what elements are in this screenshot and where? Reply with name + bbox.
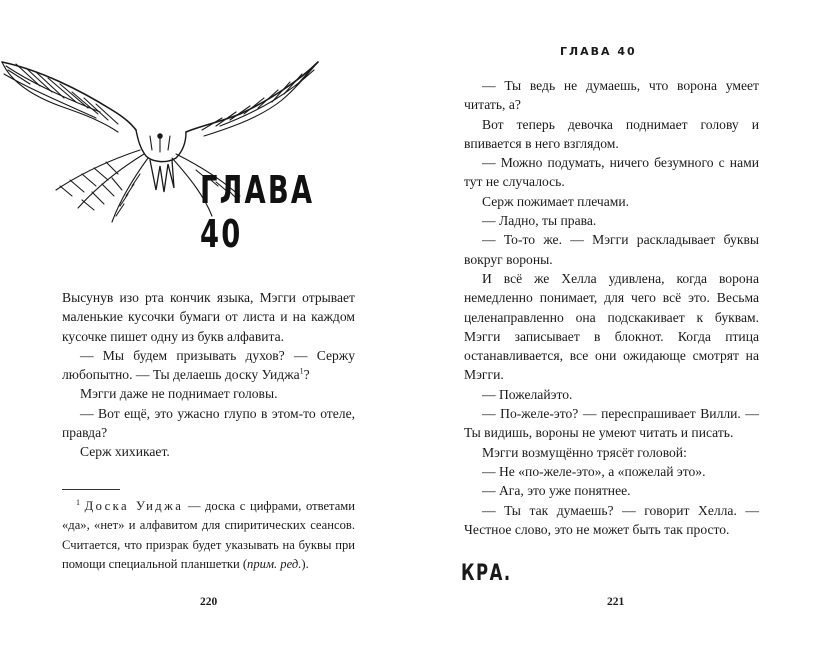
paragraph: — Ты так думаешь? — говорит Хелла. — Честное слово, это не может быть так просто. <box>464 502 759 537</box>
paragraph-text: — Мы будем призывать духов? — Сержу любопытно. — Ты делаешь доску Уиджа <box>62 347 355 383</box>
paragraph: — То-то же. — Мэгги раскладывает буквы вокруг вороны. <box>464 232 759 267</box>
running-head: ГЛАВА 40 <box>560 45 637 58</box>
paragraph: — Ладно, ты права. <box>482 213 597 229</box>
chapter-title: ГЛАВА 40 <box>200 168 315 256</box>
footnote <box>62 497 355 575</box>
paragraph: Серж хихикает. <box>80 444 170 460</box>
left-body-text <box>62 288 355 462</box>
sound-effect: КРА. <box>461 561 512 586</box>
page-number: 220 <box>200 596 218 608</box>
paragraph: И всё же Хелла удивлена, когда ворона немедленно понимает, для чего всё это. Весьма целенаправленно она подскакивает к буквам. Мэгги записывает в блокнот. Когда птица останавливается, все они ожидающе смотрят на Мэгги. <box>464 270 759 383</box>
page-number: 221 <box>607 596 625 608</box>
paragraph: Вот теперь девочка поднимает голову и впивается в него взглядом. <box>464 116 759 151</box>
paragraph: Мэгги возмущённо трясёт головой: <box>482 444 687 460</box>
footnote-term: Доска Уиджа <box>84 499 184 513</box>
paragraph: Мэгги даже не поднимает головы. <box>80 386 278 402</box>
paragraph: — Вот ещё, это ужасно глупо в этом-то отеле, правда? <box>62 405 355 441</box>
footnote-text: — доска с цифрами, ответами «да», «нет» и алфавитом для спиритических сеансов. Считается, что призрак будет указывать на буквы при помощи специальной планшетки ( <box>62 499 356 572</box>
paragraph: — По-желе-это? — переспрашивает Вилли. — Ты видишь, вороны не умеют читать и писать. <box>464 406 759 441</box>
paragraph: — Можно подумать, ничего безумного с нами тут не случалось. <box>464 155 759 190</box>
paragraph: Серж пожимает плечами. <box>482 193 630 209</box>
paragraph: — Ты ведь не думаешь, что ворона умеет читать, а? <box>464 78 759 113</box>
paragraph: — Пожелайэто. <box>482 386 573 402</box>
footnote-divider <box>62 489 120 490</box>
paragraph <box>62 346 355 385</box>
footnote-marker[interactable]: 1 <box>299 366 304 376</box>
question-mark: ? <box>303 367 310 383</box>
paragraph: Высунув изо рта кончик языка, Мэгги отрывает маленькие кусочки бумаги от листа и на каждом кусочке пишет одну из букв алфавита. <box>62 290 355 344</box>
paragraph: — Не «по-желе-это», а «пожелай это». <box>482 463 706 479</box>
right-body-text <box>464 76 759 539</box>
footnote-editor-note: прим. ред. <box>247 557 302 572</box>
paragraph: — Ага, это уже понятнее. <box>482 483 631 499</box>
footnote-closing: ). <box>301 557 309 572</box>
footnote-number: 1 <box>76 497 80 507</box>
